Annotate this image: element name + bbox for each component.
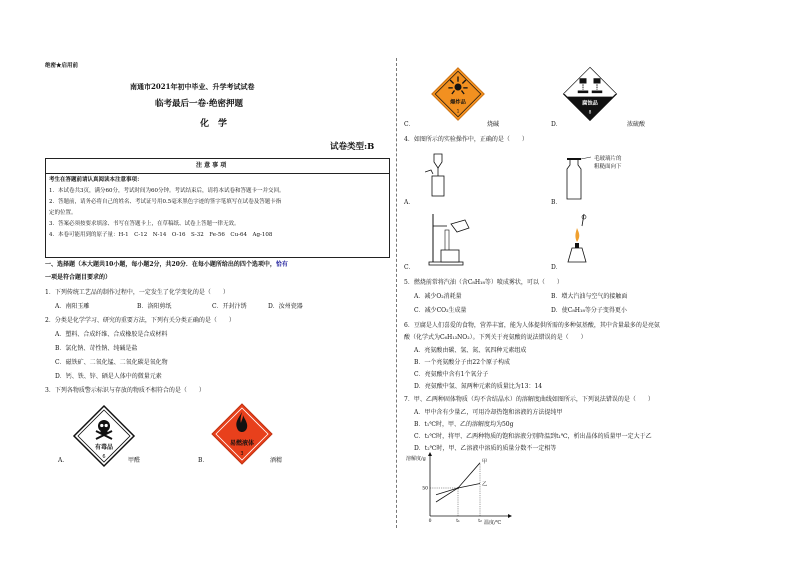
- q3-substance-d: 浓硫酸: [627, 121, 646, 128]
- solubility-chart: [404, 452, 514, 526]
- q4-option-b: B．: [551, 199, 562, 206]
- q6-option-a: A．亮氨酸由碳、氢、氮、氧四种元素组成: [414, 347, 527, 354]
- flammable-sign-label: 易燃液体: [229, 440, 255, 447]
- q4-option-a: A．: [404, 199, 415, 206]
- q2-option-b: B．氯化钠、苛性钠、纯碱是盐: [55, 345, 138, 352]
- toxic-sign-label: 有毒品: [94, 444, 114, 451]
- intersection-point: [457, 487, 459, 489]
- q2-option-d: D．钙、铁、锌、硒是人体中的微量元素: [55, 373, 162, 380]
- q7-option-a: A．甲中含有少量乙，可用冷却热饱和溶液的方法提纯甲: [414, 409, 563, 416]
- q2-option-a: A．塑料、合成纤维、合成橡胶是合成材料: [55, 331, 168, 338]
- corrosive-sign-number: 8: [588, 110, 592, 116]
- notice-line: 3．答案必须按要求填涂、书写在答题卡上，在草稿纸、试卷上答题一律无效。: [49, 221, 240, 227]
- q7-option-d: D．t₂℃时，甲、乙溶液中溶质的质量分数不一定相等: [414, 445, 557, 452]
- q3-substance-c: 烧碱: [487, 121, 500, 128]
- section-heading-highlight: 恰有: [275, 261, 288, 268]
- q5-option-c: C．减少CO₂生成量: [414, 307, 467, 314]
- x-tick-label: 0: [428, 519, 432, 524]
- q1-option-a: A．南阳玉雕: [55, 303, 90, 310]
- q4-option-d: D．: [551, 264, 562, 271]
- chart-ticks: [422, 463, 482, 524]
- explosive-sign-number: 1: [456, 109, 460, 115]
- q6-stem-line1: 6．豆腐是人们喜爱的食物，营养丰富，能为人体提供所需的多种氨基酸，其中含量最多的是亮氨: [404, 322, 660, 329]
- q4-figure-b: [565, 155, 593, 201]
- exam-subtitle: 临考最后一卷·绝密押题: [155, 99, 243, 109]
- flammable-sign-number: 3: [240, 451, 244, 457]
- series-label: 甲: [482, 458, 488, 465]
- exam-title: 南通市2021年初中毕业、升学考试试卷: [130, 82, 255, 91]
- paper-type: 试卷类型:B: [330, 142, 375, 152]
- q3-option-b: B．: [198, 457, 209, 464]
- q4-stem: 4．如图所示的实验操作中，正确的是（ ）: [404, 136, 528, 143]
- q4-figure-c: [425, 212, 475, 266]
- q4-figure-d: [564, 212, 594, 266]
- q3-option-c: C．: [404, 121, 415, 128]
- q4-label-b-line1: 毛玻璃片的: [594, 156, 622, 162]
- q1-option-b: B．洛阳剪纸: [137, 303, 172, 310]
- x-axis-label: 温度/℃: [484, 520, 502, 526]
- y-axis-arrow: [428, 452, 432, 456]
- q6-option-d: D．亮氨酸中氢、氮两种元素的质量比为13：14: [414, 383, 543, 390]
- x-axis-arrow: [508, 514, 512, 518]
- notice-box: [45, 158, 390, 258]
- confidential-mark: 绝密★启用前: [45, 63, 79, 69]
- q5-option-b: B．增大汽油与空气的接触面: [551, 293, 628, 300]
- q7-stem: 7．甲、乙两种固体物质（均不含结晶水）的溶解度曲线如图所示，下列说法错误的是（ ）: [404, 396, 654, 403]
- section-heading-part: 一、选择题（本大题共10小题，每小题2分，共20分．在每小题所给出的四个选项中，: [45, 261, 276, 268]
- subject-title: 化 学: [200, 119, 228, 129]
- q3-stem: 3．下列各物质警示标识与存放的物质不相符合的是（ ）: [45, 387, 205, 394]
- q4-label-b-line2: 粗糙面向下: [594, 164, 622, 170]
- chart-axes: [428, 452, 512, 518]
- y-tick-label: 50: [422, 486, 428, 492]
- corrosive-warning-sign: [562, 66, 618, 122]
- q3-substance-b: 酒精: [270, 457, 283, 464]
- toxic-sign-number: 6: [102, 454, 106, 460]
- q1-stem: 1．下列传统工艺品的制作过程中，一定发生了化学变化的是（ ）: [45, 289, 229, 296]
- q2-option-c: C．磁铁矿、二氧化锰、二氧化碳是氧化物: [55, 359, 168, 366]
- q5-option-a: A．减少O₂消耗量: [414, 293, 462, 300]
- q1-option-c: C．开封汴绣: [212, 303, 247, 310]
- q7-option-c: C．t₂℃时，将甲、乙两种物质的饱和溶液分别降温到t₁℃，析出晶体的质量甲一定大于乙: [414, 433, 652, 440]
- q5-stem: 5．燃烧前常将汽油（含C₈H₁₈等）喷成雾状，可以（ ）: [404, 279, 563, 286]
- q5-option-d: D．使C₈H₁₈等分子变得更小: [551, 307, 627, 314]
- notice-divider: [46, 173, 389, 174]
- notice-line: 4．本卷可能用到的原子量：H-1 C-12 N-14 O-16 S-32 Fe-56 Cu-64 Ag-108: [49, 232, 273, 238]
- q2-stem: 2．分类是化学学习、研究的重要方法，下列有关分类正确的是（ ）: [45, 317, 235, 324]
- corrosive-sign-label: 腐蚀品: [582, 100, 598, 107]
- explosive-warning-sign: [430, 66, 486, 122]
- notice-line: 2．答题前，请务必将自己的姓名、考试证号用0.5毫米黑色字迹的签字笔填写在试卷及答题卡指: [49, 199, 282, 205]
- q4-option-c: C．: [404, 264, 415, 271]
- section-heading-cont: 一项是符合题目要求的）: [45, 274, 112, 281]
- x-tick-label: t₁: [456, 519, 460, 524]
- q6-option-b: B．一个亮氨酸分子由22个原子构成: [414, 359, 511, 366]
- y-axis-label: 溶解度/g: [406, 456, 426, 462]
- section-heading: [45, 262, 288, 268]
- q4-figure-a: [425, 152, 451, 198]
- explosive-sign-label: 爆炸品: [450, 99, 466, 106]
- q7-option-b: B．t₁℃时，甲、乙的溶解度均为50g: [414, 421, 514, 428]
- q6-option-c: C．亮氨酸中含有1个氧分子: [414, 371, 489, 378]
- notice-line: 定的位置。: [49, 210, 77, 216]
- series-label: 乙: [482, 481, 488, 488]
- q1-option-d: D．汝州瓷器: [268, 303, 303, 310]
- q3-option-a: A．: [58, 457, 69, 464]
- x-tick-label: t₂: [478, 519, 482, 524]
- q3-substance-a: 甲醛: [128, 457, 141, 464]
- notice-line: 1．本试卷共3页，满分60分，考试时间为60分钟。考试结束后，请将本试卷和答题卡一并交回。: [49, 188, 285, 194]
- toxic-warning-sign: [72, 404, 136, 468]
- q3-option-d: D．: [551, 121, 562, 128]
- column-divider: [396, 58, 397, 528]
- notice-intro: 考生在答题前请认真阅读本注意事项：: [49, 177, 143, 183]
- q6-stem-line2: 酸（化学式为C₆H₁₃NO₂）。下列关于亮氨酸的说法错误的是（ ）: [404, 334, 587, 341]
- flame-icon: [575, 228, 579, 242]
- chart-lines: [436, 458, 487, 502]
- notice-title: 注 意 事 项: [196, 162, 227, 169]
- flammable-liquid-sign: [210, 402, 274, 466]
